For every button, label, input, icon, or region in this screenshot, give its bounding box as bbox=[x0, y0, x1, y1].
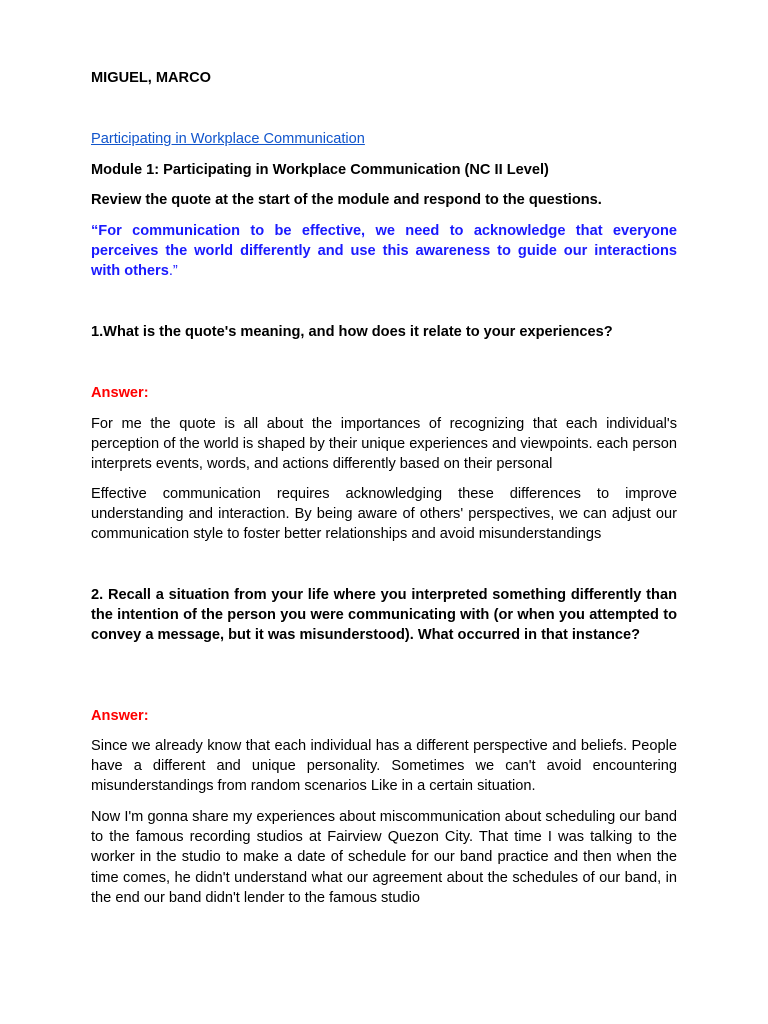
answer-1-paragraph-1: For me the quote is all about the importances of recognizing that each individual's perception of the world is shaped by their unique experiences and viewpoints. each person interprets events, words, and actions differently based on their personal bbox=[91, 416, 677, 473]
module-link[interactable]: Participating in Workplace Communication bbox=[91, 131, 365, 147]
quote-text: “For communication to be effective, we need to acknowledge that everyone perceives the world differently and use this awareness to guide our interactions with others bbox=[91, 223, 677, 280]
quote-block bbox=[91, 221, 677, 282]
module-link-wrapper bbox=[91, 129, 677, 149]
quote-end: .” bbox=[168, 263, 178, 280]
answer-1-paragraph-2: Effective communication requires acknowledging these differences to improve understanding and interaction. By being aware of others' perspectives, we can adjust our communication style to foster better relationships and avoid misunderstandings bbox=[91, 486, 677, 543]
answer-2-paragraph-2: Now I'm gonna share my experiences about miscommunication about scheduling our band to the famous recording studios at Fairview Quezon City. That time I was talking to the worker in the studio to make a date of schedule for our band practice and then when the time comes, he didn't understand what our agreement about the schedules of our band, in the end our band didn't lender to the famous studio bbox=[91, 809, 677, 906]
question-1: 1.What is the quote's meaning, and how does it relate to your experiences? bbox=[91, 324, 613, 340]
instruction-text: Review the quote at the start of the module and respond to the questions. bbox=[91, 192, 602, 208]
author-name: MIGUEL, MARCO bbox=[91, 70, 211, 86]
answer-label-2: Answer: bbox=[91, 708, 149, 724]
answer-label-1: Answer: bbox=[91, 385, 149, 401]
question-2: 2. Recall a situation from your life where you interpreted something differently than the intention of the person you were communicating with (or when you attempted to convey a message, but it was misunderstood). What occurred in that instance? bbox=[91, 587, 677, 644]
answer-2-paragraph-1: Since we already know that each individual has a different perspective and beliefs. People have a different and unique personality. Sometimes we can't avoid encountering misunderstandings from random scenarios Like in a certain situation. bbox=[91, 738, 677, 795]
module-title: Module 1: Participating in Workplace Communication (NC II Level) bbox=[91, 162, 549, 178]
